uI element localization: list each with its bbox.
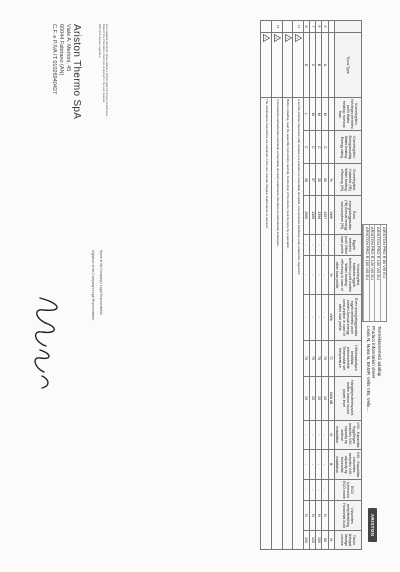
unit-cell: lit. bbox=[328, 420, 334, 450]
fine-print-line: Data of this information sheet are contained in the user manual. bbox=[101, 24, 106, 103]
brand-logo: ARISTON bbox=[368, 508, 377, 542]
table-cell: - bbox=[316, 450, 322, 480]
table-cell: 70 bbox=[316, 340, 322, 376]
document-title bbox=[365, 326, 382, 486]
col-header: Típus Type bbox=[334, 33, 361, 98]
unit-cell bbox=[328, 98, 334, 131]
table-cell: B bbox=[316, 33, 322, 98]
table-cell: - bbox=[309, 295, 315, 341]
table-cell: 70 bbox=[303, 340, 309, 376]
table-cell: - bbox=[303, 420, 309, 450]
row-number: 14 bbox=[271, 21, 282, 33]
col-header: Hőfokszabályzó beállítási hőmérséklete Thermostat set temperature bbox=[334, 340, 361, 376]
handwritten-signature bbox=[25, 290, 70, 400]
row-number: 7 bbox=[309, 21, 315, 33]
table-body bbox=[303, 21, 328, 550]
table-cell: - bbox=[309, 450, 315, 480]
table-cell: - bbox=[316, 420, 322, 450]
table-cell: M bbox=[322, 98, 328, 131]
manufacturer-address: Viale A. Merloni, 45 bbox=[65, 24, 71, 72]
unit-cell: °C bbox=[328, 340, 334, 376]
manufacturer-city: 60044 Fabriano (AN) bbox=[58, 24, 64, 76]
table-cell: - bbox=[316, 295, 322, 341]
fine-print-line: Ezen adatlap tartalmát, illetve adatait a felhasználói kézikönyv tartalmazza. bbox=[105, 24, 109, 117]
table-cell: 1397 bbox=[322, 196, 328, 235]
warning-row bbox=[293, 21, 304, 550]
fine-print bbox=[98, 24, 108, 214]
col-number bbox=[334, 21, 361, 33]
title-models: Lexis N, Nova N, BAMP, Velis VBI, Velis… bbox=[365, 326, 371, 412]
warning-row bbox=[271, 21, 282, 550]
table-cell: M bbox=[309, 98, 315, 131]
col-header: V40 - Kapacitás vízszintes beépítés V40 - capacity by horizontal installation bbox=[334, 450, 361, 480]
table-row bbox=[322, 21, 328, 550]
table-cell: 15 bbox=[309, 376, 315, 420]
warning-icon bbox=[285, 34, 292, 42]
table-cell: 35 bbox=[322, 164, 328, 196]
table-cell: C bbox=[316, 131, 322, 164]
warning-row bbox=[261, 21, 272, 550]
title-hu: Termékismertető adatlap bbox=[377, 326, 382, 377]
col-header: Vízszintes beépíthetőség Horizontal build bbox=[334, 501, 361, 531]
warning-icon-cell bbox=[271, 33, 282, 98]
table-cell: 120 bbox=[309, 530, 315, 549]
warning-icon-cell bbox=[293, 33, 304, 98]
table-cell: 15 bbox=[322, 376, 328, 420]
table-cell: - bbox=[316, 479, 322, 500]
table-cell: - bbox=[322, 450, 328, 480]
col-header: Egyéb terhelési profil Other load profile bbox=[334, 234, 361, 255]
table-cell: - bbox=[309, 256, 315, 295]
unit-cell bbox=[328, 501, 334, 531]
table-cell: D bbox=[303, 33, 309, 98]
table-row bbox=[309, 21, 315, 550]
table-cell: - bbox=[303, 256, 309, 295]
table-cell: - bbox=[303, 234, 309, 255]
table-cell: - bbox=[316, 256, 322, 295]
warning-text: The maintenance instructions are contained in the user manual. Regular maintenance is required. bbox=[261, 98, 272, 550]
table-cell: 1398 bbox=[316, 196, 322, 235]
svg-text:!: ! bbox=[263, 37, 269, 39]
warning-text: Before installing, read the assembly instructions carefully. Connection of the device must be done by a specialist. bbox=[282, 98, 293, 550]
table-cell: 150 bbox=[303, 530, 309, 549]
model-list bbox=[362, 224, 387, 322]
table-cell: - bbox=[322, 256, 328, 295]
unit-cell: % bbox=[328, 256, 334, 295]
col-header: Vízmelegítési: Hatásfok (*B) Water heating: efficiency (*B) bbox=[334, 164, 361, 196]
warning-icon-cell bbox=[282, 33, 293, 98]
manufacturer-block bbox=[50, 24, 82, 119]
col-header: Éves energiafogyasztás (*B) Annual energy consumption (*B) bbox=[334, 196, 361, 235]
title-en: Product information sheet bbox=[371, 326, 377, 379]
table-cell: M bbox=[316, 98, 322, 131]
unit-cell: % bbox=[328, 164, 334, 196]
unit-cell: LWA dB bbox=[328, 376, 334, 420]
svg-text:!: ! bbox=[295, 37, 301, 39]
col-header: Vízmelegítési: Névleges terhelési profil Water heating: nominal load bbox=[334, 98, 361, 131]
col-header: ECO üzemmód ECO mode bbox=[334, 479, 361, 500]
row-number bbox=[261, 21, 272, 33]
col-header: Hangteljesítményszint, beltéri Indoor sound power level bbox=[334, 376, 361, 420]
table-cell: - bbox=[322, 420, 328, 450]
unit-cell bbox=[328, 479, 334, 500]
col-header: Éves energiafogyasztás egyéb terhelési profil esetén Annual energy consumption in case of other load profile bbox=[334, 295, 361, 341]
model-row: ARISTON PRO R 120 V/5 EU bbox=[369, 225, 375, 321]
row-number: 6 bbox=[316, 21, 322, 33]
warning-icon bbox=[274, 34, 281, 42]
row-number: 8 bbox=[303, 21, 309, 33]
representative-name-label: Name of the Company's Legal Representative bbox=[99, 250, 103, 316]
unit-cell bbox=[328, 33, 334, 98]
table-cell: 100 bbox=[316, 530, 322, 549]
warning-icon bbox=[295, 34, 302, 42]
table-cell: - bbox=[322, 234, 328, 255]
table-cell: N bbox=[322, 501, 328, 531]
table-cell: 70 bbox=[309, 340, 315, 376]
table-cell: 37 bbox=[309, 164, 315, 196]
signature-label: Signature of the Company's Legal Representative bbox=[91, 250, 95, 321]
table-cell: 2660 bbox=[303, 196, 309, 235]
table-row bbox=[303, 21, 309, 550]
table-cell: 35 bbox=[316, 164, 322, 196]
table-cell: C bbox=[309, 33, 315, 98]
product-table bbox=[260, 20, 362, 550]
col-header: V40 - Kapacitás függőleges beépítés V40 - capacity by vertical installation bbox=[334, 420, 361, 450]
unit-cell: kWh bbox=[328, 295, 334, 341]
col-header: Vízmelegítési: Energiaosztály Water heating: Energy rating bbox=[334, 131, 361, 164]
table-cell: - bbox=[309, 479, 315, 500]
fine-print-line: Official Company signature bbox=[98, 24, 103, 58]
model-row: ARISTON PRO R 80 V/5 EU bbox=[380, 225, 386, 321]
col-number bbox=[328, 21, 334, 33]
row-number: 13 bbox=[293, 21, 304, 33]
table-cell: 38 bbox=[303, 164, 309, 196]
table-cell: 15 bbox=[303, 376, 309, 420]
table-cell: - bbox=[303, 450, 309, 480]
table-cell: N bbox=[303, 501, 309, 531]
table-row bbox=[316, 21, 322, 550]
svg-text:!: ! bbox=[274, 37, 280, 39]
unit-cell: kWh bbox=[328, 196, 334, 235]
units-row bbox=[328, 21, 334, 550]
unit-cell: lit. bbox=[328, 530, 334, 549]
table-cell: 80 bbox=[322, 530, 328, 549]
manufacturer-tax-id: C.F. e P.IVA IT 01026940427 bbox=[51, 24, 57, 95]
model-row: ARISTON PRO R 100 V/5 EU bbox=[374, 225, 380, 321]
table-cell: 15 bbox=[316, 376, 322, 420]
col-header: Vízmelegítési: hatásfok egyéb terhelési profil esetén Water heating: efficiency in case of other load profile bbox=[334, 256, 361, 295]
table-cell: - bbox=[303, 479, 309, 500]
table-cell: N bbox=[316, 501, 322, 531]
warning-icon-cell bbox=[261, 33, 272, 98]
table-cell: - bbox=[316, 234, 322, 255]
table-cell: - bbox=[309, 234, 315, 255]
row-number: 5 bbox=[322, 21, 328, 33]
svg-text:!: ! bbox=[284, 37, 290, 39]
table-cell: C bbox=[309, 131, 315, 164]
warning-icon bbox=[263, 34, 270, 42]
unit-cell bbox=[328, 234, 334, 255]
warning-text: A termék üzembe helyezése előtt olvassa el a szerelési és használati útmutatót. A berendezés bekötését csak szakember végezheti. bbox=[293, 98, 304, 550]
row-number bbox=[282, 21, 293, 33]
col-header: Tároló térfogat Storage volume bbox=[334, 530, 361, 549]
table-cell: C bbox=[322, 131, 328, 164]
table-cell: 1389 bbox=[309, 196, 315, 235]
table-cell: C bbox=[303, 131, 309, 164]
table-cell: L bbox=[303, 98, 309, 131]
table-cell: - bbox=[322, 479, 328, 500]
table-cell: - bbox=[303, 295, 309, 341]
warning-text: A berendezés karbantartási utasításait a használati útmutató tartalmazza. Rendszeres karbantartás szükséges. bbox=[271, 98, 282, 550]
table-header-row bbox=[334, 21, 361, 550]
unit-cell bbox=[328, 131, 334, 164]
unit-cell: lit. bbox=[328, 450, 334, 480]
table-cell: N bbox=[309, 501, 315, 531]
model-row: ARISTON PRO R 150 V/5 EU bbox=[363, 225, 369, 321]
table-cell: 70 bbox=[322, 340, 328, 376]
table-cell: - bbox=[309, 420, 315, 450]
manufacturer-name: Ariston Thermo SpA bbox=[71, 24, 82, 120]
table-cell: A bbox=[322, 33, 328, 98]
table-cell: - bbox=[322, 295, 328, 341]
warning-row bbox=[282, 21, 293, 550]
